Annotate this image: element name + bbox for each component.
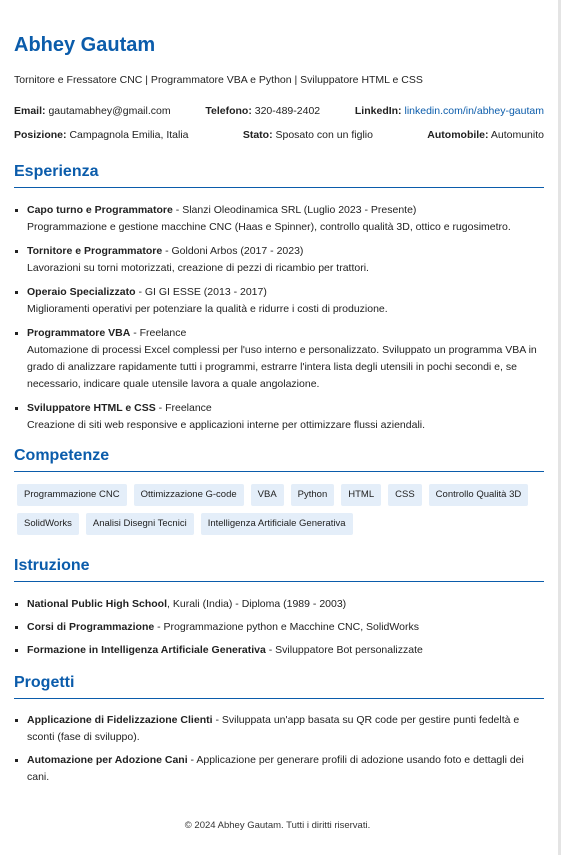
- experience-heading: Esperienza: [14, 162, 544, 188]
- skill-chip: Controllo Qualità 3D: [429, 484, 529, 506]
- skills-section: [14, 446, 544, 542]
- skill-chip: Programmazione CNC: [17, 484, 127, 506]
- education-heading: Istruzione: [14, 556, 544, 582]
- skill-chip: Analisi Disegni Tecnici: [86, 513, 194, 535]
- education-section: [14, 556, 544, 659]
- phone-value: 320-489-2402: [254, 105, 321, 117]
- phone-entry: Telefono: 320-489-2402: [205, 105, 321, 117]
- experience-section: [14, 162, 544, 434]
- list-item: Applicazione di Fidelizzazione Clienti - Sviluppata un'app basata su QR code per gestire punti fedeltà e sconti (fase di sviluppo).: [14, 712, 544, 746]
- candidate-name: Abhey Gautam: [14, 34, 156, 56]
- linkedin-entry: LinkedIn: linkedin.com/in/abhey-gautam: [354, 105, 544, 117]
- details-row: [14, 128, 544, 142]
- skill-chip: Python: [291, 484, 335, 506]
- status-entry: Stato: Sposato con un figlio: [242, 129, 373, 141]
- skill-chip: SolidWorks: [17, 513, 79, 535]
- list-item: Tornitore e Programmatore - Goldoni Arbos (2017 - 2023) Lavorazioni su torni motorizzati, creazione di pezzi di ricambio per trattori.: [14, 243, 544, 277]
- projects-list: [14, 712, 544, 786]
- projects-heading: Progetti: [14, 673, 544, 699]
- list-item: Automazione per Adozione Cani - Applicazione per generare profili di adozione usando foto e dettagli dei cani.: [14, 752, 544, 786]
- car-entry: Automobile: Automunito: [427, 129, 544, 141]
- list-item: Formazione in Intelligenza Artificiale Generativa - Sviluppatore Bot personalizzate: [14, 642, 544, 659]
- email-entry: Email: gautamabhey@gmail.com: [14, 105, 171, 117]
- skill-chip: HTML: [341, 484, 381, 506]
- list-item: Programmatore VBA - Freelance Automazione di processi Excel complessi per l'uso interno e personalizzato. Sviluppato un programma VBA in grado di analizzare rapidamente tutti i programmi, estrarre l'intera lista degli utensili in pochi secondi e, se necessario, indicare quale utensile lavora a quale angolazione.: [14, 325, 544, 393]
- list-item: Operaio Specializzato - GI GI ESSE (2013 - 2017) Miglioramenti operativi per potenziare la qualità e ridurre i costi di produzione.: [14, 284, 544, 318]
- email-value: gautamabhey@gmail.com: [48, 105, 171, 117]
- list-item: Corsi di Programmazione - Programmazione python e Macchine CNC, SolidWorks: [14, 619, 544, 636]
- status-value: Sposato con un figlio: [275, 129, 373, 141]
- position-value: Campagnola Emilia, Italia: [69, 129, 189, 141]
- list-item: Sviluppatore HTML e CSS - Freelance Creazione di siti web responsive e applicazioni interne per ottimizzare flussi aziendali.: [14, 400, 544, 434]
- education-list: [14, 596, 544, 659]
- linkedin-link[interactable]: linkedin.com/in/abhey-gautam: [404, 105, 544, 117]
- tagline: Tornitore e Fressatore CNC | Programmatore VBA e Python | Sviluppatore HTML e CSS: [14, 74, 423, 86]
- skill-chip: Intelligenza Artificiale Generativa: [201, 513, 353, 535]
- list-item: Capo turno e Programmatore - Slanzi Oleodinamica SRL (Luglio 2023 - Presente) Programmazione e gestione macchine CNC (Haas e Spinner), controllo qualità 3D, ottico e rugosimetro.: [14, 202, 544, 236]
- position-entry: Posizione: Campagnola Emilia, Italia: [14, 129, 189, 141]
- skills-chips: [14, 484, 544, 542]
- skill-chip: Ottimizzazione G-code: [134, 484, 244, 506]
- footer-copyright: © 2024 Abhey Gautam. Tutti i diritti riservati.: [184, 820, 371, 831]
- projects-section: [14, 673, 544, 786]
- contact-row: [14, 104, 544, 118]
- experience-list: [14, 202, 544, 434]
- skills-heading: Competenze: [14, 446, 544, 472]
- car-value: Automunito: [490, 129, 544, 141]
- skill-chip: CSS: [388, 484, 422, 506]
- skill-chip: VBA: [251, 484, 284, 506]
- list-item: National Public High School, Kurali (India) - Diploma (1989 - 2003): [14, 596, 544, 613]
